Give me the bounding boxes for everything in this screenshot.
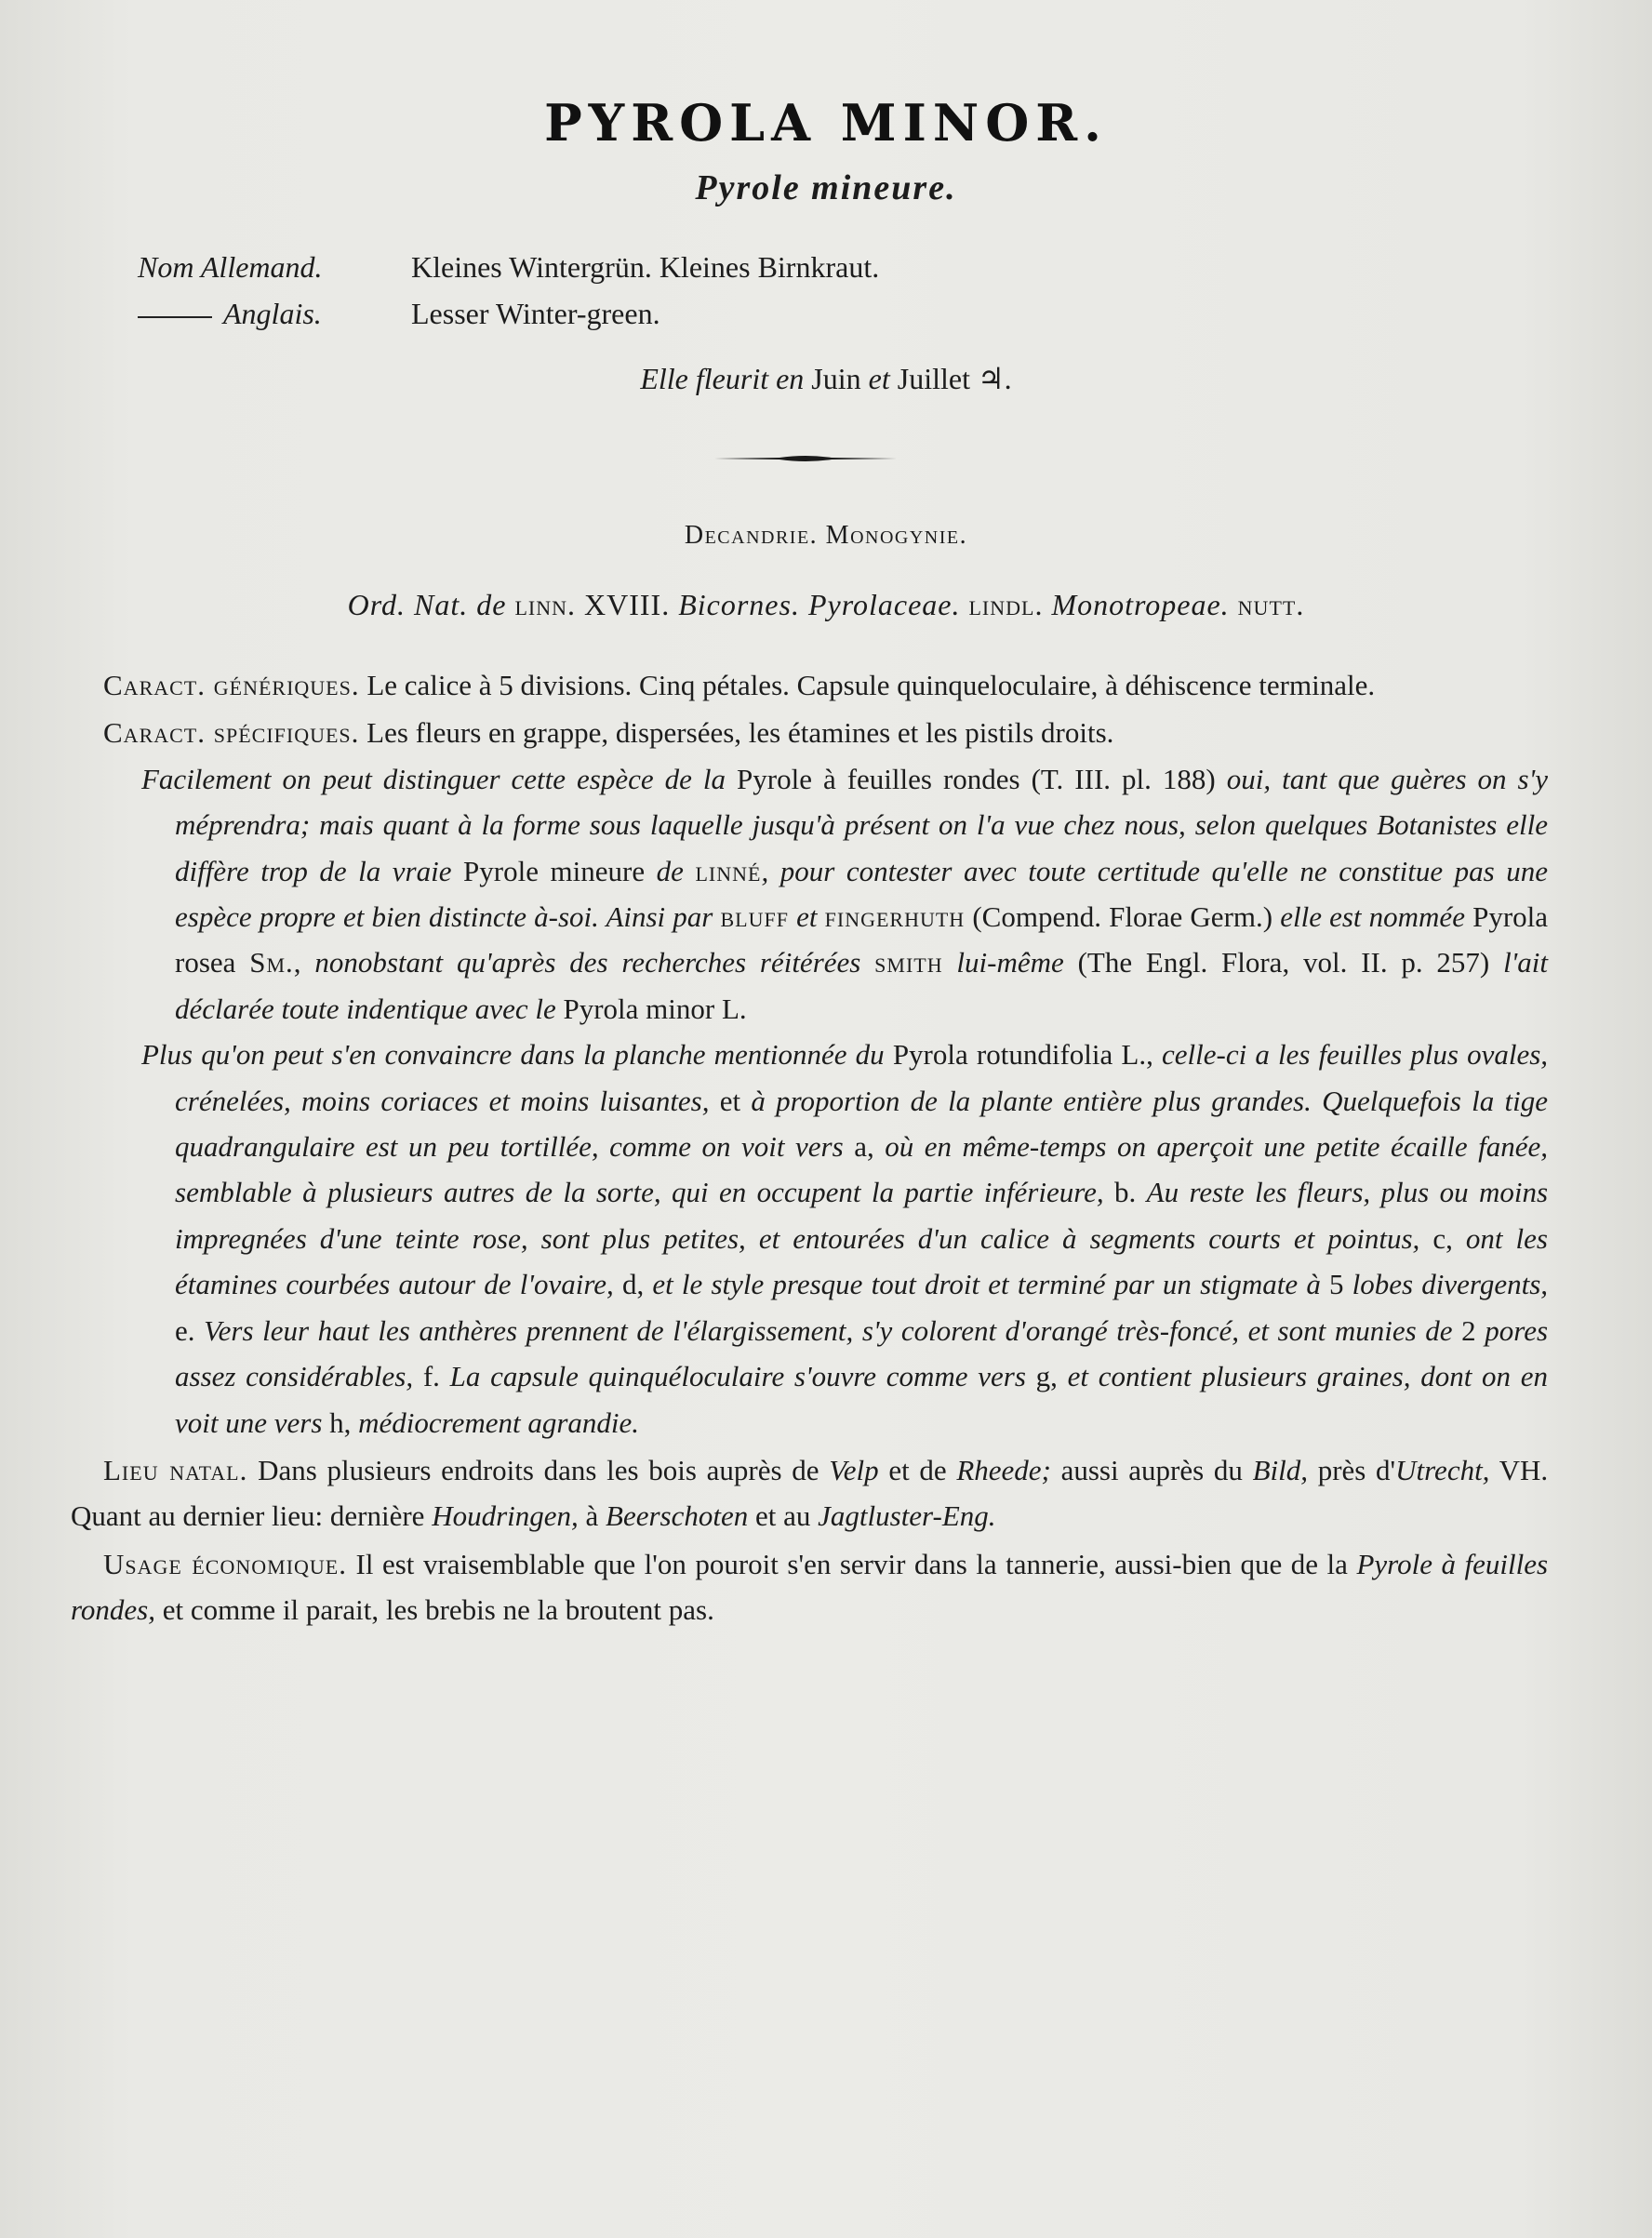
generic-label: Caract. génériques. (103, 669, 360, 701)
specific-text: Les fleurs en grappe, dispersées, les étamines et les pistils droits. (366, 716, 1114, 750)
habitat-label: Lieu natal. (103, 1453, 248, 1486)
german-value: Kleines Wintergrün. Kleines Birnkraut. (411, 250, 880, 284)
order-monotropeae: Monotropeae. (1051, 588, 1230, 621)
perennial-symbol-icon: ♃. (977, 362, 1012, 395)
economic-usage: Usage économique. Il est vraisemblable que l'on pouroit s'en servir dans la tannerie, aussi-bien que de la Pyrole à feuilles rondes, et comme il parait, les brebis ne la broutent pas. (71, 1547, 1549, 1627)
english-label: Anglais. (223, 297, 322, 330)
classification-heading: Decandrie. Monogynie. (684, 521, 968, 550)
english-value: Lesser Winter-green. (411, 297, 660, 330)
paragraph-distinction: Facilement on peut distinguer cette espèce de la Pyrole à feuilles rondes (T. III. pl. 188) oui, tant que guères on s'y méprendra; mais quant à la forme sous laquelle jusqu'à présent on l'a vue chez nous, selon quelques Botanistes elle diffère trop de la vraie Pyrole mineure de linné, pour contester avec toute certitude qu'elle ne constitue pas une espèce propre et bien distincte à-soi. Ainsi par bluff et fingerhuth (Compend. Florae Germ.) elle est nommée Pyrola rosea Sm., nonobstant qu'après des recherches réitérées smith lui-même (The Engl. Flora, vol. II. p. 257) l'ait déclarée toute indentique avec le Pyrola minor L. (141, 762, 1549, 1025)
english-name-row (138, 290, 879, 337)
flowering-a: Elle fleurit (640, 362, 769, 395)
order-linn: linn. (514, 588, 577, 621)
usage-label: Usage économique. (103, 1547, 347, 1580)
german-label: Nom Allemand. (138, 250, 323, 284)
page-title: PYROLA MINOR. (544, 93, 1108, 153)
order-prefix: Ord. Nat. de (347, 588, 507, 621)
generic-text: Le calice à 5 divisions. Cinq pétales. Capsule quinqueloculaire, à déhiscence terminale. (366, 669, 1376, 701)
ornamental-divider (714, 452, 897, 465)
specific-characters (71, 710, 1548, 755)
main-text (71, 662, 1548, 1633)
flowering-b: en (776, 362, 805, 395)
habitat: Lieu natal. Dans plusieurs endroits dans les bois auprès de Velp et de Rheede; aussi auprès du Bild, près d'Utrecht, VH. Quant au dernier lieu: dernière Houdringen, à Beerschoten et au Jagtluster-Eng. (71, 1453, 1549, 1533)
order-lindl: lindl. (968, 588, 1044, 621)
order-bicornes: Bicornes. (678, 588, 800, 621)
flowering-line (0, 361, 1652, 396)
specific-label: Caract. spécifiques. (103, 716, 360, 750)
flowering-d: et (868, 362, 890, 395)
ditto-dash (138, 316, 212, 318)
paragraph-description: Plus qu'on peut s'en convaincre dans la planche mentionnée du Pyrola rotundifolia L., celle-ci a les feuilles plus ovales, crénelées, moins coriaces et moins luisantes, et à proportion de la plante entière plus grandes. Quelquefois la tige quadrangulaire est un peu tortillée, comme on voit vers a, où en même-temps on aperçoit une petite écaille fanée, semblable à plusieurs autres de la sorte, qui en occupent la partie inférieure, b. Au reste les fleurs, plus ou moins impregnées d'une teinte rose, sont plus petites, et entourées d'un calice à segments courts et pointus, c, ont les étamines courbées autour de l'ovaire, d, et le style presque tout droit et terminé par un stigmate à 5 lobes divergents, e. Vers leur haut les anthères prennent de l'élargissement, s'y colorent d'orangé très-foncé, et sont munies de 2 pores assez considérables, f. La capsule quinquéloculaire s'ouvre comme vers g, et contient plusieurs graines, dont on en voit une vers h, médiocrement agrandie. (141, 1038, 1549, 1439)
order-pyrolaceae: Pyrolaceae. (807, 588, 961, 621)
page-subtitle: Pyrole mineure. (695, 168, 957, 207)
order-nutt: nutt. (1237, 588, 1305, 621)
flowering-month-1: Juin (811, 362, 861, 395)
generic-characters (71, 662, 1548, 708)
order-roman: XVIII. (584, 588, 671, 621)
flowering-month-2: Juillet (897, 362, 970, 395)
natural-order-line (0, 588, 1652, 622)
vernacular-names (138, 244, 879, 337)
german-name-row (138, 244, 879, 290)
